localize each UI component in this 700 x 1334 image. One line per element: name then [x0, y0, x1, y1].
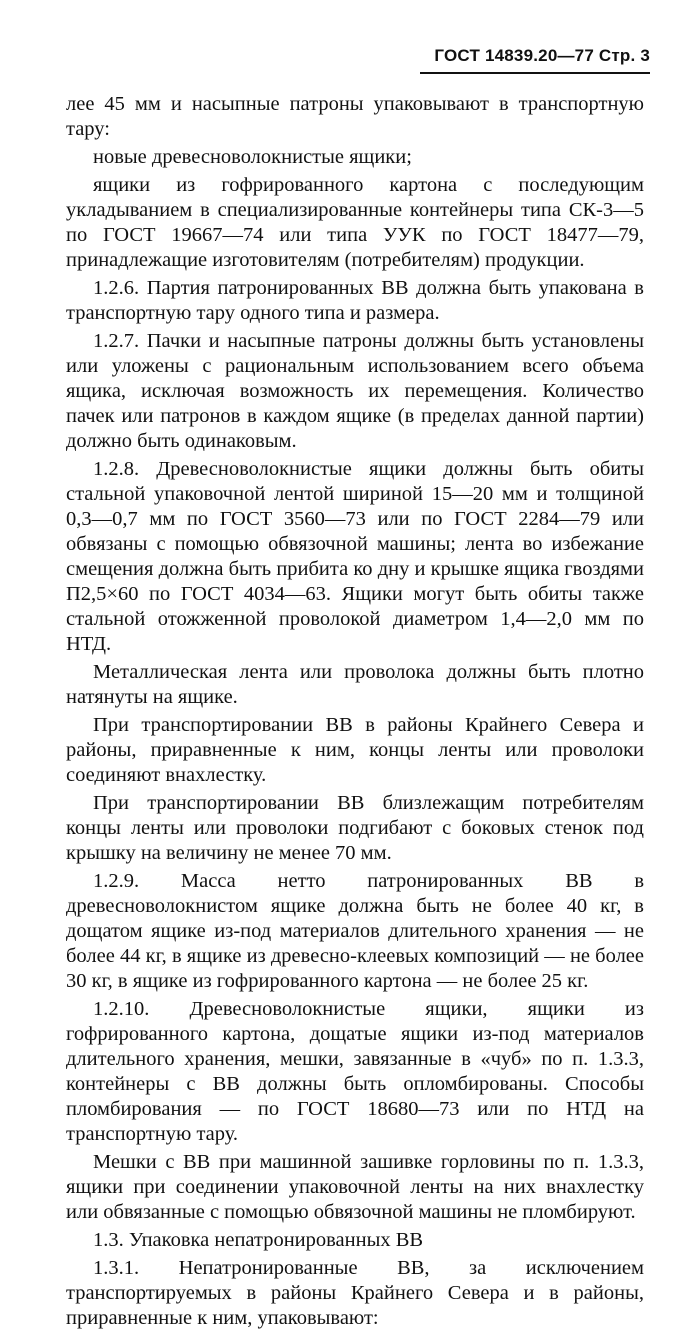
- paragraph: Мешки с ВВ при машинной зашивке горловины по п. 1.3.3, ящики при соединении упаковочной ленты на них внахлестку или обвязанные с помощью обвязочной машины не пломбируют.: [66, 1151, 644, 1223]
- paragraph: При транспортировании ВВ в районы Крайнего Севера и районы, приравненные к ним, концы ленты или проволоки соединяют внахлестку.: [66, 714, 644, 786]
- paragraph: Металлическая лента или проволока должны быть плотно натянуты на ящике.: [66, 661, 644, 708]
- page-header: ГОСТ 14839.20—77 Стр. 3: [434, 46, 650, 65]
- paragraph: ящики из гофрированного картона с последующим укладыванием в специализированные контейнеры типа СК-3—5 по ГОСТ 19667—74 или типа УУК по ГОСТ 18477—79, принадлежащие изготовителям (потребителям) продукции.: [66, 174, 644, 271]
- paragraph: 1.3.1. Непатронированные ВВ, за исключением транспортируемых в районы Крайнего Севера и в районы, приравненные к ним, упаковывают:: [66, 1257, 644, 1329]
- header-rule: [420, 72, 650, 74]
- paragraph: 1.2.8. Древесноволокнистые ящики должны быть обиты стальной упаковочной лентой шириной 15—20 мм и толщиной 0,3—0,7 мм по ГОСТ 3560—73 или по ГОСТ 2284—79 или обвязаны с помощью обвязочной машины; лента во избежание смещения должна быть прибита ко дну и крышке ящика гвоздями П2,5×60 по ГОСТ 4034—63. Ящики могут быть обиты также стальной отожженной проволокой диаметром 1,4—2,0 мм по НТД.: [66, 458, 644, 655]
- paragraph: 1.2.9. Масса нетто патронированных ВВ в древесноволокнистом ящике должна быть не более 40 кг, в дощатом ящике из-под материалов длительного хранения — не более 44 кг, в ящике из древесно-клеевых композиций — не более 30 кг, в ящике из гофрированного картона — не более 25 кг.: [66, 870, 644, 992]
- paragraph: 1.2.7. Пачки и насыпные патроны должны быть установлены или уложены с рациональным использованием всего объема ящика, исключая возможность их перемещения. Количество пачек или патронов в каждом ящике (в пределах данной партии) должно быть одинаковым.: [66, 330, 644, 452]
- document-body: [66, 92, 644, 1334]
- paragraph: 1.2.10. Древесноволокнистые ящики, ящики из гофрированного картона, дощатые ящики из-под материалов длительного хранения, мешки, завязанные в «чуб» по п. 1.3.3, контейнеры с ВВ должны быть опломбированы. Способы пломбирования — по ГОСТ 18680—73 или по НТД на транспортную тару.: [66, 998, 644, 1145]
- section-heading: 1.3. Упаковка непатронированных ВВ: [93, 1229, 424, 1251]
- paragraph: лее 45 мм и насыпные патроны упаковывают в транспортную тару:: [66, 93, 644, 140]
- paragraph: При транспортировании ВВ близлежащим потребителям концы ленты или проволоки подгибают с боковых стенок под крышку на величину не менее 70 мм.: [66, 792, 644, 864]
- paragraph: новые древесноволокнистые ящики;: [93, 146, 412, 168]
- paragraph: 1.2.6. Партия патронированных ВВ должна быть упакована в транспортную тару одного типа и размера.: [66, 277, 644, 324]
